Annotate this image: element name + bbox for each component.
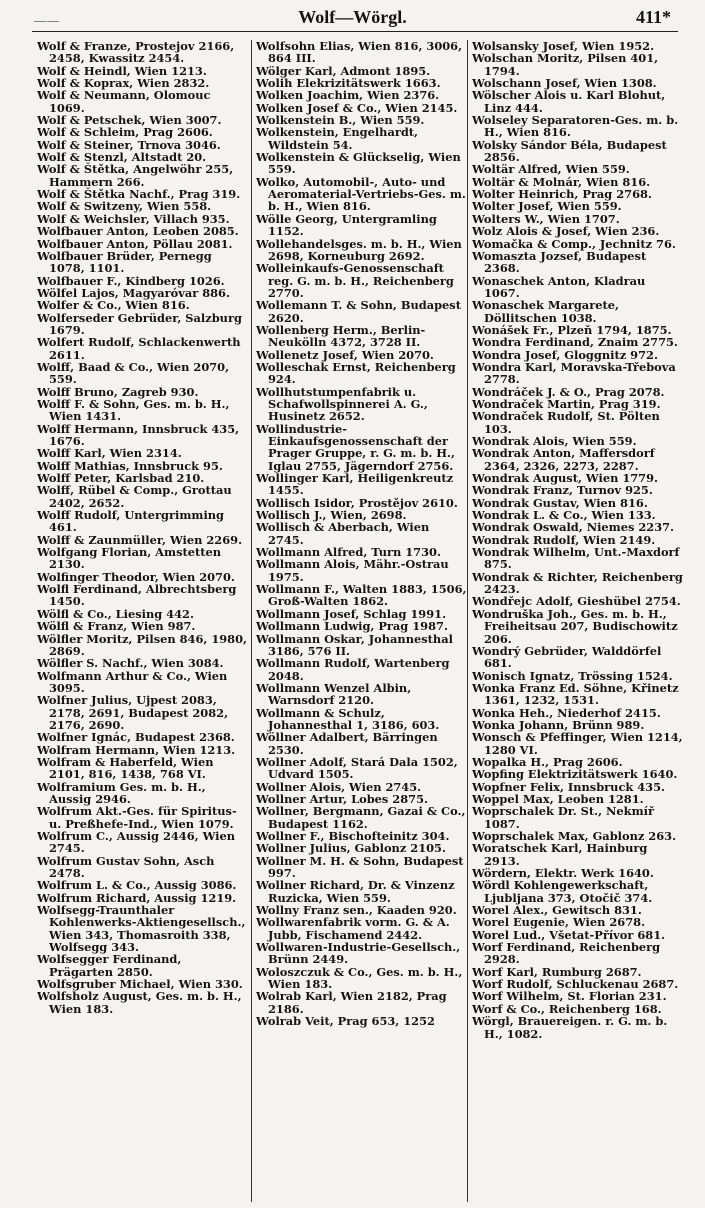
column-2 — [256, 40, 468, 1202]
directory-entry: Wolf & Switzeny, Wien 558. — [37, 199, 212, 214]
directory-entry: Wonsch & Pfeffinger, Wien 1214, 1280 VI. — [472, 730, 683, 757]
directory-entry: Wolschan Moritz, Pilsen 401, 1794. — [472, 51, 659, 78]
directory-entry: Wördern, Elektr. Werk 1640. — [472, 866, 654, 881]
directory-entry: Wondrak L. & Co., Wien 133. — [472, 508, 656, 523]
directory-entry: Wonášek Fr., Plzeň 1794, 1875. — [472, 322, 672, 337]
directory-entry: Wolfsholz August, Ges. m. b. H., Wien 183. — [37, 989, 242, 1016]
directory-entry: Wolf & Stenzl, Altstadt 20. — [37, 150, 207, 165]
directory-entry: Wollisch J., Wien, 2698. — [256, 508, 407, 523]
directory-entry: Wolfl Ferdinand, Albrechtsberg 1450. — [37, 582, 237, 609]
directory-entry: Wolfram & Haberfeld, Wien 2101, 816, 1438, 768 VI. — [37, 754, 214, 782]
directory-entry: Wolseley Separatoren-Ges. m. b. H., Wien 816. — [472, 113, 679, 140]
directory-entry: Wollemann T. & Sohn, Budapest 2620. — [256, 298, 461, 325]
directory-entry: Wolff Karl, Wien 2314. — [37, 446, 182, 461]
directory-entry: Wolff Rudolf, Untergrimming 461. — [37, 508, 225, 535]
directory-entry: Wondra Karl, Moravska-Třebova 2778. — [472, 359, 676, 387]
directory-entry: Worf Ferdinand, Reichenberg 2928. — [472, 940, 661, 967]
directory-entry: Wölfler S. Nachf., Wien 3084. — [37, 656, 224, 671]
directory-entry: Wondrak Wilhelm, Unt.-Maxdorf 875. — [472, 545, 680, 572]
directory-entry: Wörgl, Brauereigen. r. G. m. b. H., 1082. — [472, 1014, 668, 1041]
directory-entry: Wopfner Felix, Innsbruck 435. — [472, 779, 665, 794]
directory-entry: Wollhutstumpenfabrik u. Schafwollspinnerei A. G., Husinetz 2652. — [256, 384, 428, 424]
directory-entry: Worel Eugenie, Wien 2678. — [472, 915, 646, 930]
directory-entry: Wolkenstein & Glückselig, Wien 559. — [256, 150, 461, 177]
directory-entry: Wollisch Isidor, Prostějov 2610. — [256, 495, 458, 510]
directory-entry: Wolf & Štětka, Angelwöhr 255, Hammern 266. — [37, 162, 234, 189]
directory-entry: Wondraček Rudolf, St. Pölten 103. — [472, 409, 660, 436]
directory-entry: Wolf & Štětka Nachf., Prag 319. — [37, 187, 241, 202]
directory-entry: Wolsky Sándor Béla, Budapest 2856. — [472, 137, 667, 165]
directory-entry: Wopfing Elektrizitätswerk 1640. — [472, 767, 678, 782]
directory-entry: Wolff & Zaunmüller, Wien 2269. — [37, 532, 243, 547]
directory-entry: Woprschalek Max, Gablonz 263. — [472, 829, 677, 843]
directory-entry: Worf Karl, Rumburg 2687. — [472, 964, 642, 979]
directory-entry: Wolfrum Richard, Aussig 1219. — [37, 890, 237, 905]
header-left-mark: —— — [34, 13, 60, 27]
directory-entry: Wolf & Neumann, Olomouc 1069. — [37, 88, 211, 115]
directory-entry: Wollwarenfabrik vorm. G. & A. Jubb, Fischamend 2442. — [256, 915, 450, 942]
column-divider — [467, 40, 468, 1202]
directory-entry: Worf & Co., Reichenberg 168. — [472, 1001, 662, 1016]
directory-entry: Wolf & Koprax, Wien 2832. — [37, 76, 210, 91]
directory-entry: Woltär & Molnár, Wien 816. — [472, 174, 651, 189]
directory-entry: Wolsansky Josef, Wien 1952. — [472, 40, 655, 53]
directory-entry: Wolfbauer Brüder, Pernegg 1078, 1101. — [37, 248, 212, 276]
directory-entry: Wolf & Heindl, Wien 1213. — [37, 63, 207, 78]
directory-entry: Wollner Richard, Dr. & Vinzenz Ruzicka, Wien 559. — [256, 878, 455, 905]
directory-entry: Wollmann Rudolf, Wartenberg 2048. — [256, 656, 450, 683]
directory-entry: Wondrak Oswald, Niemes 2237. — [472, 520, 675, 535]
directory-entry: Wolff Peter, Karlsbad 210. — [37, 471, 205, 486]
directory-entry: Wondřejc Adolf, Gieshübel 2754. — [472, 594, 681, 609]
directory-entry: Wolrab Karl, Wien 2182, Prag 2186. — [256, 989, 447, 1016]
directory-entry: Wondruška Joh., Ges. m. b. H., Freiheitsau 207, Budischowitz 206. — [472, 606, 678, 646]
directory-entry: Wolf & Petschek, Wien 3007. — [37, 113, 222, 128]
directory-entry: Wolters W., Wien 1707. — [472, 211, 620, 226]
page-number: 411* — [635, 7, 671, 27]
directory-entry: Wolff, Rübel & Comp., Grottau 2402, 2652. — [37, 483, 232, 510]
header-rule — [32, 31, 678, 32]
directory-entry: Wollmann Ludwig, Prag 1987. — [256, 619, 448, 634]
directory-entry: Wölfl & Franz, Wien 987. — [37, 619, 196, 634]
directory-entry: Wördl Kohlengewerkschaft, Ljubljana 373, Otočič 374. — [472, 878, 653, 905]
directory-entry: Wondrak August, Wien 1779. — [472, 471, 658, 486]
directory-entry: Wölfler Moritz, Pilsen 846, 1980, 2869. — [37, 631, 247, 658]
directory-entry: Wondrý Gebrüder, Walddörfel 681. — [472, 643, 662, 671]
directory-entry: Wolleschak Ernst, Reichenberg 924. — [256, 359, 456, 387]
directory-entry: Wolff Mathias, Innsbruck 95. — [37, 458, 223, 473]
directory-entry: Wolrab Veit, Prag 653, 1252 — [256, 1014, 435, 1029]
directory-entry: Wölfl & Co., Liesing 442. — [37, 606, 194, 621]
directory-entry: Wonaschek Anton, Kladrau 1067. — [472, 273, 646, 300]
directory-entry: Wolfgang Florian, Amstetten 2130. — [37, 545, 222, 572]
directory-entry: Worf Wilhelm, St. Florian 231. — [472, 989, 667, 1004]
column-divider — [251, 40, 252, 1202]
directory-entry: Wolff, Baad & Co., Wien 2070, 559. — [37, 359, 230, 387]
directory-entry: Wölscher Alois u. Karl Blohut, Linz 444. — [472, 88, 666, 115]
directory-entry: Wolff Hermann, Innsbruck 435, 1676. — [37, 421, 240, 448]
directory-entry: Wollehandelsges. m. b. H., Wien 2698, Korneuburg 2692. — [256, 236, 462, 263]
directory-entry: Wolken Joachim, Wien 2376. — [256, 88, 440, 103]
directory-entry: Wolfbauer F., Kindberg 1026. — [37, 273, 225, 288]
directory-entry: Wolfsegger Ferdinand, Prägarten 2850. — [37, 952, 182, 979]
directory-entry: Wollenberg Herm., Berlin-Neukölln 4372, 3728 II. — [256, 322, 426, 350]
directory-entry: Wöllner Adalbert, Bärringen 2530. — [256, 730, 438, 757]
directory-entry: Wonka Franz Ed. Söhne, Křinetz 1361, 1232, 1531. — [472, 680, 679, 708]
directory-entry: Woltär Alfred, Wien 559. — [472, 162, 630, 177]
directory-entry: Wondrak & Richter, Reichenberg 2423. — [472, 569, 683, 597]
directory-entry: Wolfbauer Anton, Pöllau 2081. — [37, 236, 233, 251]
directory-entry: Wondráček J. & O., Prag 2078. — [472, 384, 665, 399]
directory-entry: Wonaschek Margarete, Döllitschen 1038. — [472, 298, 619, 325]
directory-entry: Wollner Adolf, Stará Dala 1502, Udvard 1505. — [256, 754, 458, 782]
directory-entry: Wölfel Lajos, Magyaróvar 886. — [37, 285, 230, 300]
directory-entry: Wolfinger Theodor, Wien 2070. — [37, 569, 235, 584]
directory-entry: Wondra Ferdinand, Znaim 2775. — [472, 335, 678, 350]
directory-entry: Wollner Alois, Wien 2745. — [256, 779, 422, 794]
directory-entry: Wolfsohn Elias, Wien 816, 3006, 864 III. — [256, 40, 463, 66]
directory-entry: Wolf & Weichsler, Villach 935. — [37, 211, 230, 226]
directory-entry: Wolff F. & Sohn, Ges. m. b. H., Wien 1431. — [37, 396, 230, 424]
directory-entry: Wolken Josef & Co., Wien 2145. — [256, 100, 458, 115]
directory-entry: Wollner Artur, Lobes 2875. — [256, 791, 428, 806]
directory-entry: Wollner M. H. & Sohn, Budapest 997. — [256, 853, 464, 881]
directory-entry: Wolfner Ignác, Budapest 2368. — [37, 730, 235, 745]
directory-entry: Wolfrum Akt.-Ges. für Spiritus- u. Preßhefe-Ind., Wien 1079. — [37, 804, 237, 831]
directory-entry: Wolf & Franze, Prostejov 2166, 2458, Kwassitz 2454. — [37, 40, 235, 66]
directory-entry: Wonisch Ignatz, Trössing 1524. — [472, 668, 673, 683]
directory-entry: Woratschek Karl, Hainburg 2913. — [472, 841, 648, 868]
directory-entry: Wolko, Automobil-, Auto- und Aeromaterial-Vertriebs-Ges. m. b. H., Wien 816. — [256, 174, 466, 214]
directory-entry: Wolfrum L. & Co., Aussig 3086. — [37, 878, 237, 893]
directory-entry: Wollny Franz sen., Kaaden 920. — [256, 903, 457, 918]
directory-entry: Wolfram Hermann, Wien 1213. — [37, 742, 236, 757]
directory-entry: Wölle Georg, Untergramling 1152. — [256, 211, 437, 239]
directory-entry: Wondrak Alois, Wien 559. — [472, 434, 637, 448]
directory-entry: Wölger Karl, Admont 1895. — [256, 63, 431, 78]
column-1 — [37, 40, 249, 1202]
directory-entry: Wollmann Josef, Schlag 1991. — [256, 606, 447, 621]
page-title: Wolf—Wörgl. — [298, 7, 407, 27]
directory-entry: Wolfrum Gustav Sohn, Asch 2478. — [37, 853, 215, 881]
directory-entry: Wollisch & Aberbach, Wien 2745. — [256, 520, 430, 547]
directory-entry: Wondraček Martin, Prag 319. — [472, 396, 661, 411]
directory-entry: Wollindustrie-Einkaufsgenossenschaft der Prager Gruppe, r. G. m. b. H., Iglau 2755, Jägerndorf 2756. — [256, 421, 455, 473]
directory-entry: Wolframium Ges. m. b. H., Aussig 2946. — [37, 779, 206, 806]
directory-entry: Worf Rudolf, Schluckenau 2687. — [472, 977, 679, 992]
directory-entry: Woprschalek Dr. St., Nekmíř 1087. — [472, 804, 654, 831]
directory-entry: Wondra Josef, Gloggnitz 972. — [472, 347, 658, 362]
directory-entry: Wondrak Rudolf, Wien 2149. — [472, 532, 656, 547]
directory-entry: Wolf & Steiner, Trnova 3046. — [37, 137, 221, 152]
directory-entry: Wonka Johann, Brünn 989. — [472, 717, 645, 732]
directory-entry: Wondrak Gustav, Wien 816. — [472, 495, 648, 510]
directory-entry: Wolfsegg-Traunthaler Kohlenwerks-Aktiengesellsch., Wien 343, Thomasroith 338, Wolfsegg 343. — [37, 903, 246, 955]
directory-entry: Wollmann Alfred, Turn 1730. — [256, 545, 441, 560]
directory-entry: Wolz Alois & Josef, Wien 236. — [472, 224, 660, 239]
directory-entry: Worel Alex., Gewitsch 831. — [472, 903, 642, 918]
directory-entry: Womačka & Comp., Jechnitz 76. — [472, 236, 676, 251]
directory-entry: Wolfrum C., Aussig 2446, Wien 2745. — [37, 829, 236, 856]
directory-entry: Wollmann Wenzel Albin, Warnsdorf 2120. — [256, 680, 412, 708]
directory-entry: Wolfer & Co., Wien 816. — [37, 298, 190, 313]
directory-entry: Wollinger Karl, Heiligenkreutz 1455. — [256, 471, 454, 498]
directory-entry: Woppel Max, Leoben 1281. — [472, 791, 644, 806]
directory-entry: Wolih Elekrizitätswerk 1663. — [256, 76, 441, 91]
directory-entry: Woloszczuk & Co., Ges. m. b. H., Wien 183. — [256, 964, 463, 992]
directory-entry: Wollner F., Bischofteinitz 304. — [256, 829, 450, 843]
directory-entry: Wopalka H., Prag 2606. — [472, 754, 623, 769]
directory-entry: Wonka Heh., Niederhof 2415. — [472, 705, 661, 720]
directory-entry: Wolter Heinrich, Prag 2768. — [472, 187, 652, 202]
directory-entry: Wolkenstein B., Wien 559. — [256, 113, 425, 128]
directory-entry: Wondrak Franz, Turnov 925. — [472, 483, 653, 498]
directory-entry: Wolfsgruber Michael, Wien 330. — [37, 977, 243, 992]
directory-entry: Worel Lud., Všetat-Přívor 681. — [472, 927, 666, 942]
page-header — [0, 6, 705, 32]
directory-entry: Wollner, Bergmann, Gazai & Co., Budapest 1162. — [256, 804, 466, 831]
directory-entry: Wolfner Julius, Ujpest 2083, 2178, 2691, Budapest 2082, 2176, 2690. — [37, 693, 229, 732]
column-3 — [472, 40, 684, 1202]
directory-entry: Wollmann Oskar, Johannesthal 3186, 576 II. — [256, 631, 453, 658]
directory-entry: Wollenetz Josef, Wien 2070. — [256, 347, 434, 362]
directory-entry: Wolter Josef, Wien 559. — [472, 199, 622, 214]
directory-entry: Wollmann Alois, Mähr.-Ostrau 1975. — [256, 557, 449, 584]
directory-entry: Wolkenstein, Engelhardt, Wildstein 54. — [256, 125, 419, 152]
directory-entry: Wollmann F., Walten 1883, 1506, Groß-Walten 1862. — [256, 582, 467, 609]
directory-entry: Wolfert Rudolf, Schlackenwerth 2611. — [37, 335, 241, 362]
directory-entry: Wollner Julius, Gablonz 2105. — [256, 841, 446, 856]
directory-entry: Wolschann Josef, Wien 1308. — [472, 76, 657, 91]
directory-entry: Wolleinkaufs-Genossenschaft reg. G. m. b. H., Reichenberg 2770. — [256, 261, 454, 300]
directory-entry: Wollwaren-Industrie-Gesellsch., Brünn 2449. — [256, 940, 461, 967]
directory-entry: Wollmann & Schulz, Johannesthal 1, 3186, 603. — [256, 705, 440, 732]
directory-entry: Wondrak Anton, Maffersdorf 2364, 2326, 2273, 2287. — [472, 446, 655, 473]
directory-entry: Wolferseder Gebrüder, Salzburg 1679. — [37, 310, 242, 337]
directory-entry: Wolfbauer Anton, Leoben 2085. — [37, 224, 239, 239]
directory-entry: Wolfmann Arthur & Co., Wien 3095. — [37, 668, 228, 695]
directory-entry: Womaszta Jozsef, Budapest 2368. — [472, 248, 647, 276]
directory-entry: Wolf & Schleim, Prag 2606. — [37, 125, 213, 140]
directory-entry: Wolff Bruno, Zagreb 930. — [37, 384, 199, 399]
